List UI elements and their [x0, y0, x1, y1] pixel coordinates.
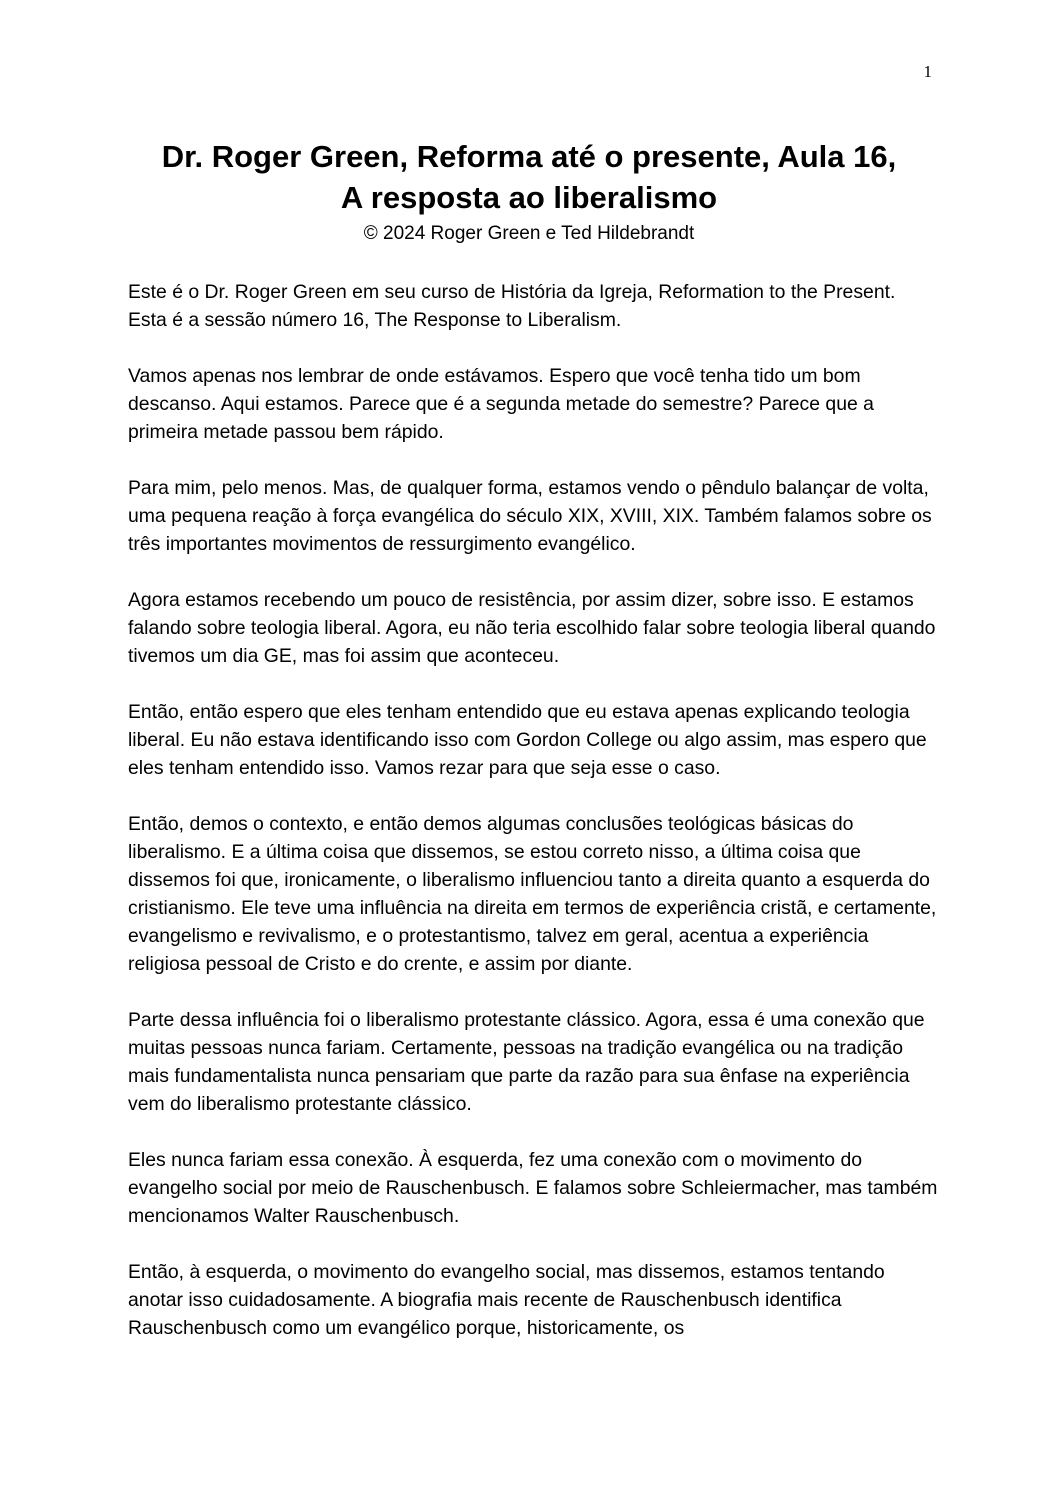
paragraph: Este é o Dr. Roger Green em seu curso de História da Igreja, Reformation to the Present. Esta é a sessão número 16, The Response to Liberalism. [128, 281, 896, 331]
document-title [80, 136, 978, 218]
copyright-notice: © 2024 Roger Green e Ted Hildebrandt [363, 223, 695, 244]
title-line-2: A resposta ao liberalismo [340, 180, 718, 215]
paragraph: Então, demos o contexto, e então demos algumas conclusões teológicas básicas do liberalismo. E a última coisa que dissemos, se estou correto nisso, a última coisa que dissemos foi que, ironicamente, o liberalismo influenciou tanto a direita quanto a esquerda do cristianismo. Ele teve uma influência na direita em termos de experiência cristã, e certamente, evangelismo e revivalismo, e o protestantismo, talvez em geral, acentua a experiência religiosa pessoal de Cristo e do crente, e assim por diante. [128, 813, 937, 975]
paragraph: Então, à esquerda, o movimento do evangelho social, mas dissemos, estamos tentando anotar isso cuidadosamente. A biografia mais recente de Rauschenbusch identifica Rauschenbusch como um evangélico porque, historicamente, os [128, 1261, 885, 1339]
page-number: 1 [923, 62, 932, 81]
title-line-1: Dr. Roger Green, Reforma até o presente, Aula 16, [161, 139, 897, 174]
paragraph: Para mim, pelo menos. Mas, de qualquer forma, estamos vendo o pêndulo balançar de volta, uma pequena reação à força evangélica do século XIX, XVIII, XIX. Também falamos sobre os três importantes movimentos de ressurgimento evangélico. [128, 477, 932, 555]
paragraph: Agora estamos recebendo um pouco de resistência, por assim dizer, sobre isso. E estamos falando sobre teologia liberal. Agora, eu não teria escolhido falar sobre teologia liberal quando tivemos um dia GE, mas foi assim que aconteceu. [128, 589, 936, 667]
paragraph: Eles nunca fariam essa conexão. À esquerda, fez uma conexão com o movimento do evangelho social por meio de Rauschenbusch. E falamos sobre Schleiermacher, mas também mencionamos Walter Rauschenbusch. [128, 1149, 938, 1227]
document-body [128, 278, 938, 1370]
paragraph: Então, então espero que eles tenham entendido que eu estava apenas explicando teologia liberal. Eu não estava identificando isso com Gordon College ou algo assim, mas espero que eles tenham entendido isso. Vamos rezar para que seja esse o caso. [128, 701, 927, 779]
paragraph: Vamos apenas nos lembrar de onde estávamos. Espero que você tenha tido um bom descanso. Aqui estamos. Parece que é a segunda metade do semestre? Parece que a primeira metade passou bem rápido. [128, 365, 874, 443]
paragraph: Parte dessa influência foi o liberalismo protestante clássico. Agora, essa é uma conexão que muitas pessoas nunca fariam. Certamente, pessoas na tradição evangélica ou na tradição mais fundamentalista nunca pensariam que parte da razão para sua ênfase na experiência vem do liberalismo protestante clássico. [128, 1009, 925, 1115]
